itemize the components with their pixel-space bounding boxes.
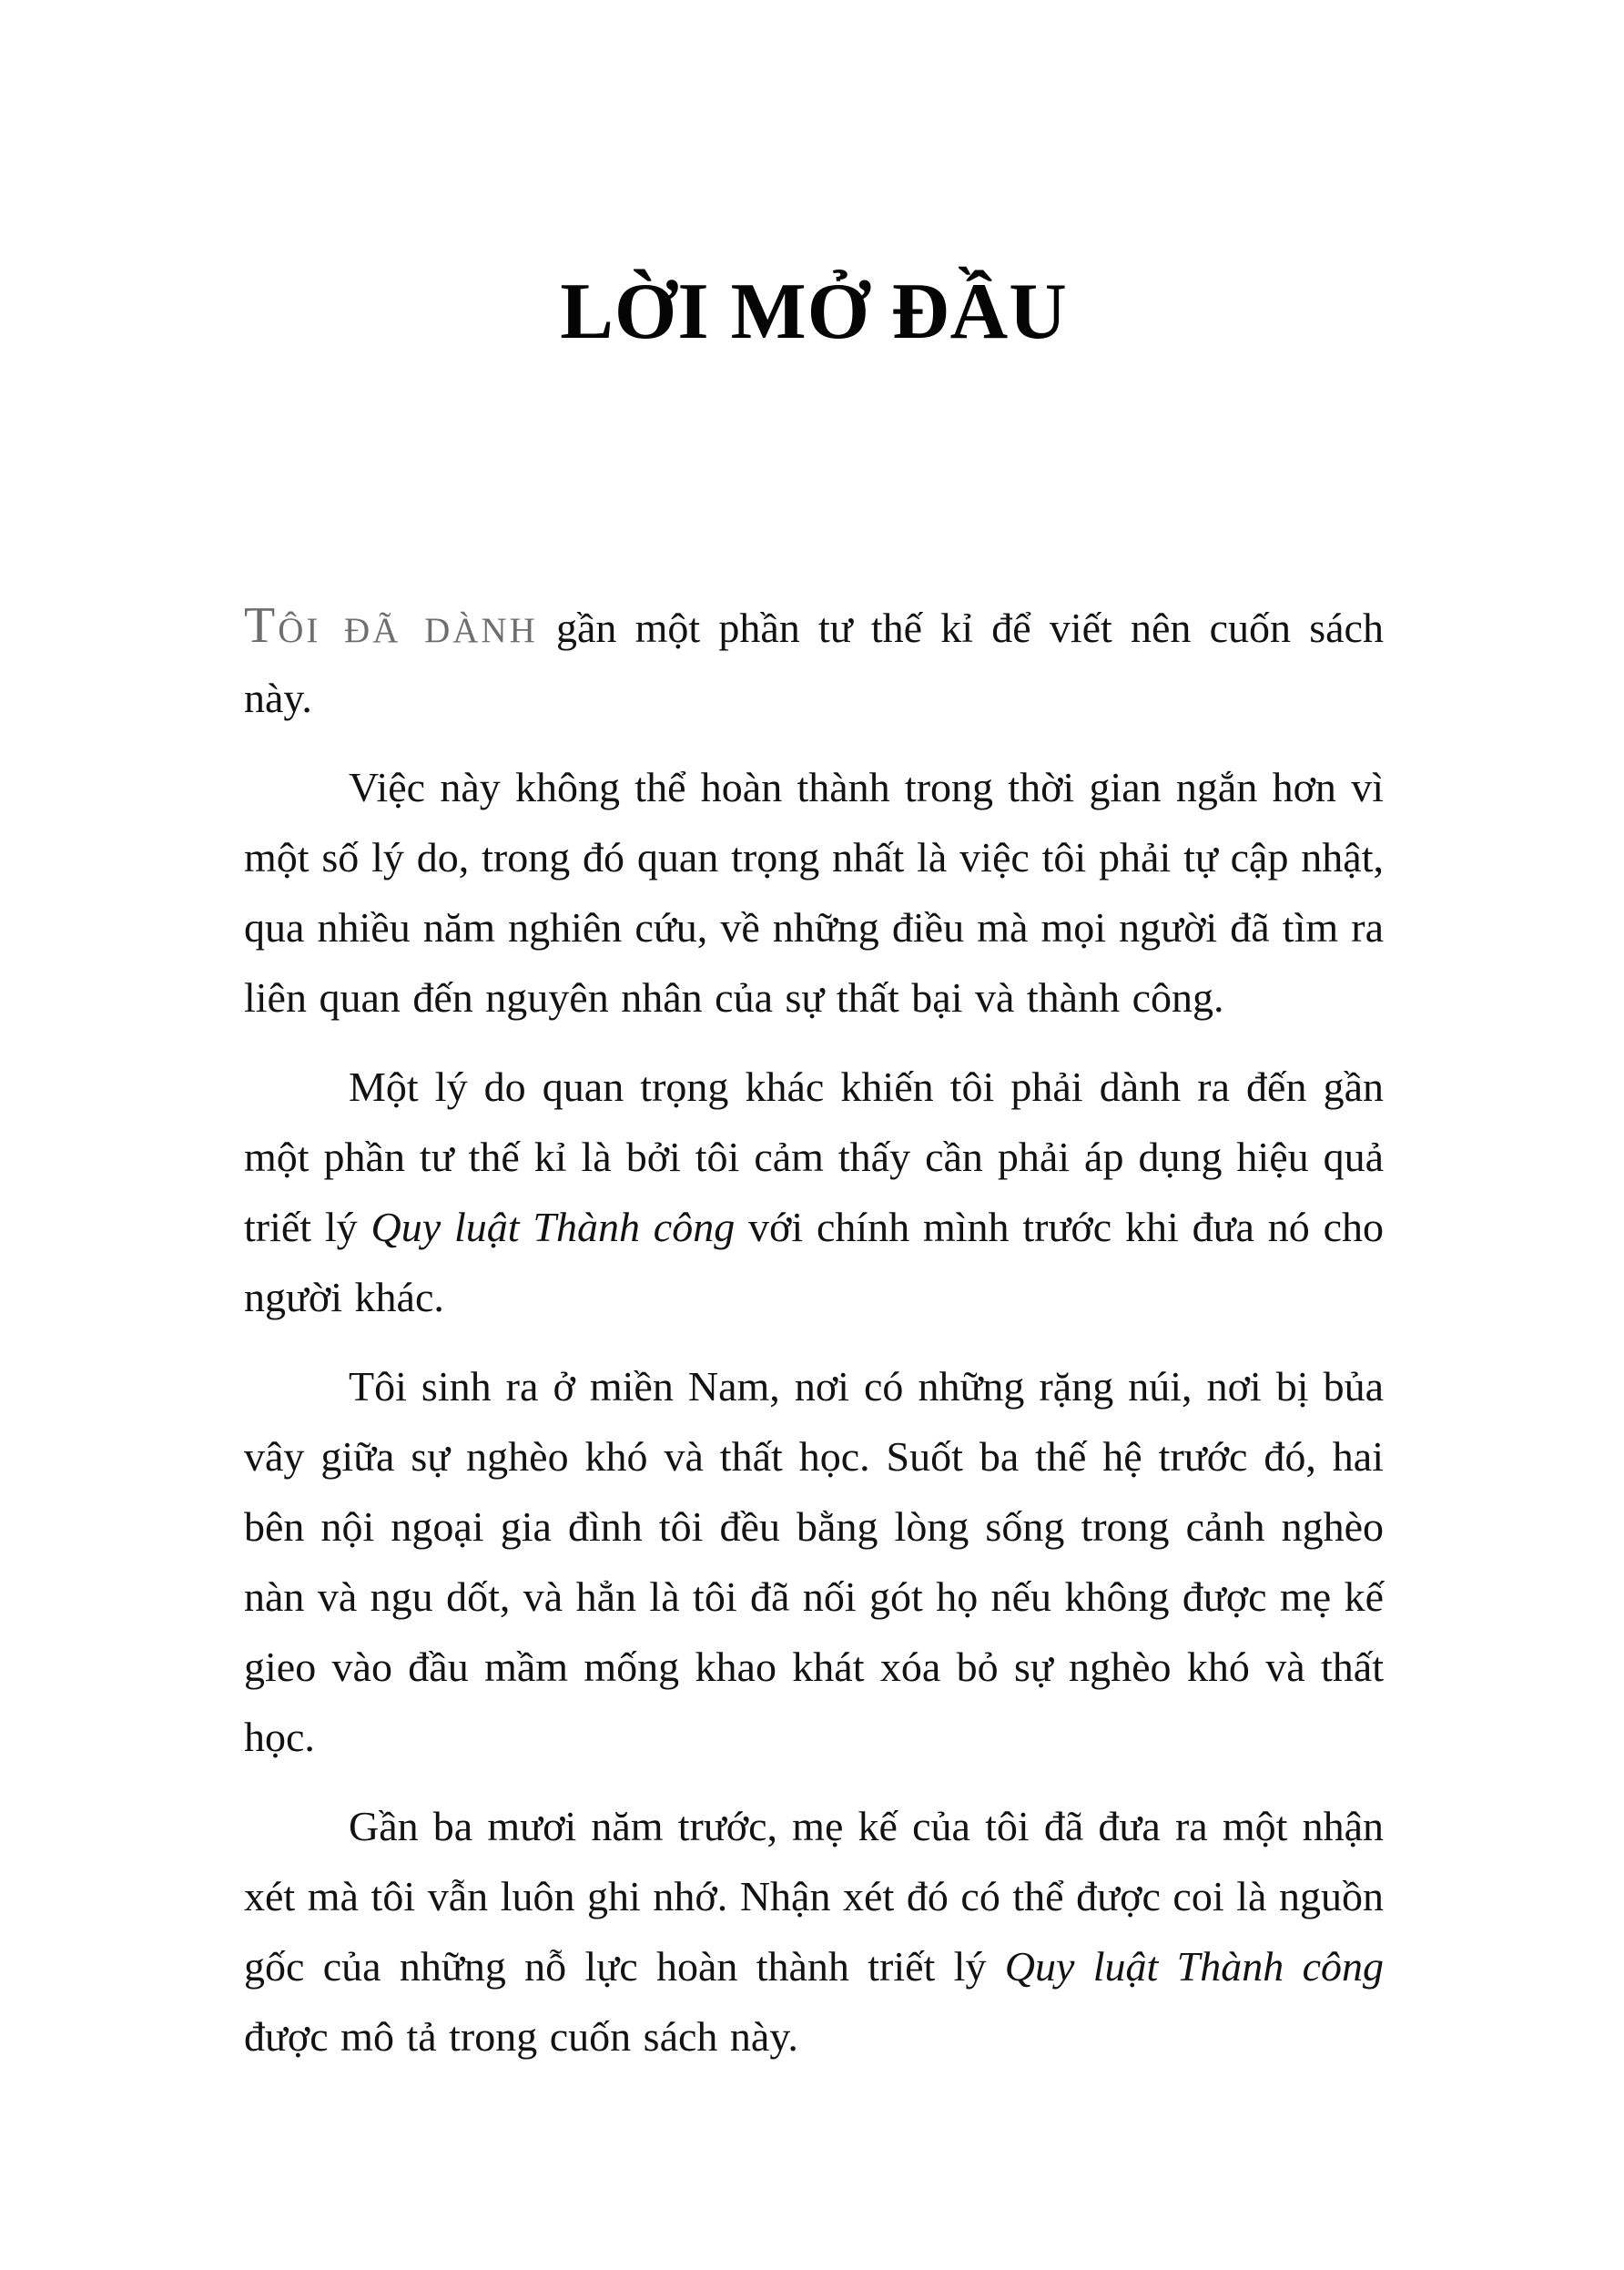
body-text-segment: với chính mình trước khi đưa nó cho người khác. — [244, 1204, 1385, 1321]
book-title-italic: Quy luật Thành công — [1004, 1943, 1384, 1990]
body-text-segment: Gần ba mươi năm trước, mẹ kế của tôi đã đưa ra một nhận xét mà tôi vẫn luôn ghi nhớ. Nhận xét đó có thể được coi là nguồn gốc của những nỗ lực hoàn thành triết lý — [244, 1803, 1384, 1990]
body-paragraph — [244, 593, 1384, 733]
body-paragraph — [244, 1791, 1384, 2072]
body-text-segment: Tôi sinh ra ở miền Nam, nơi có những rặng núi, nơi bị bủa vây giữa sự nghèo khó và thất học. Suốt ba thế hệ trước đó, hai bên nội ngoại gia đình tôi đều bằng lòng sống trong cảnh nghèo nàn và ngu dốt, và hẳn là tôi đã nối gót họ nếu không được mẹ kế gieo vào đầu mầm mống khao khát xóa bỏ sự nghèo khó và thất học. — [244, 1363, 1384, 1761]
body-paragraph — [244, 1052, 1384, 1332]
body-text-segment: được mô tả trong cuốn sách này. — [244, 2013, 798, 2061]
body-text-segment: gần một phần tư thế kỉ để viết nên cuốn sách này. — [244, 605, 1384, 722]
book-title-italic: Quy luật Thành công — [370, 1204, 736, 1251]
body-text-segment: Một lý do quan trọng khác khiến tôi phải dành ra đến gần một phần tư thế kỉ là bởi tôi cảm thấy cần phải áp dụng hiệu quả triết lý — [244, 1064, 1384, 1251]
body-paragraph — [244, 1351, 1384, 1772]
chapter-body — [244, 593, 1384, 2072]
lead-in-text: Tôi đã dành — [244, 597, 538, 655]
chapter-title: LỜI MỞ ĐẦU — [560, 268, 1068, 356]
body-text-segment: Việc này không thể hoàn thành trong thời gian ngắn hơn vì một số lý do, trong đó quan trọng nhất là việc tôi phải tự cập nhật, qua nhiều năm nghiên cứu, về những điều mà mọi người đã tìm ra liên quan đến nguyên nhân của sự thất bại và thành công. — [244, 764, 1384, 1022]
body-paragraph — [244, 752, 1384, 1033]
